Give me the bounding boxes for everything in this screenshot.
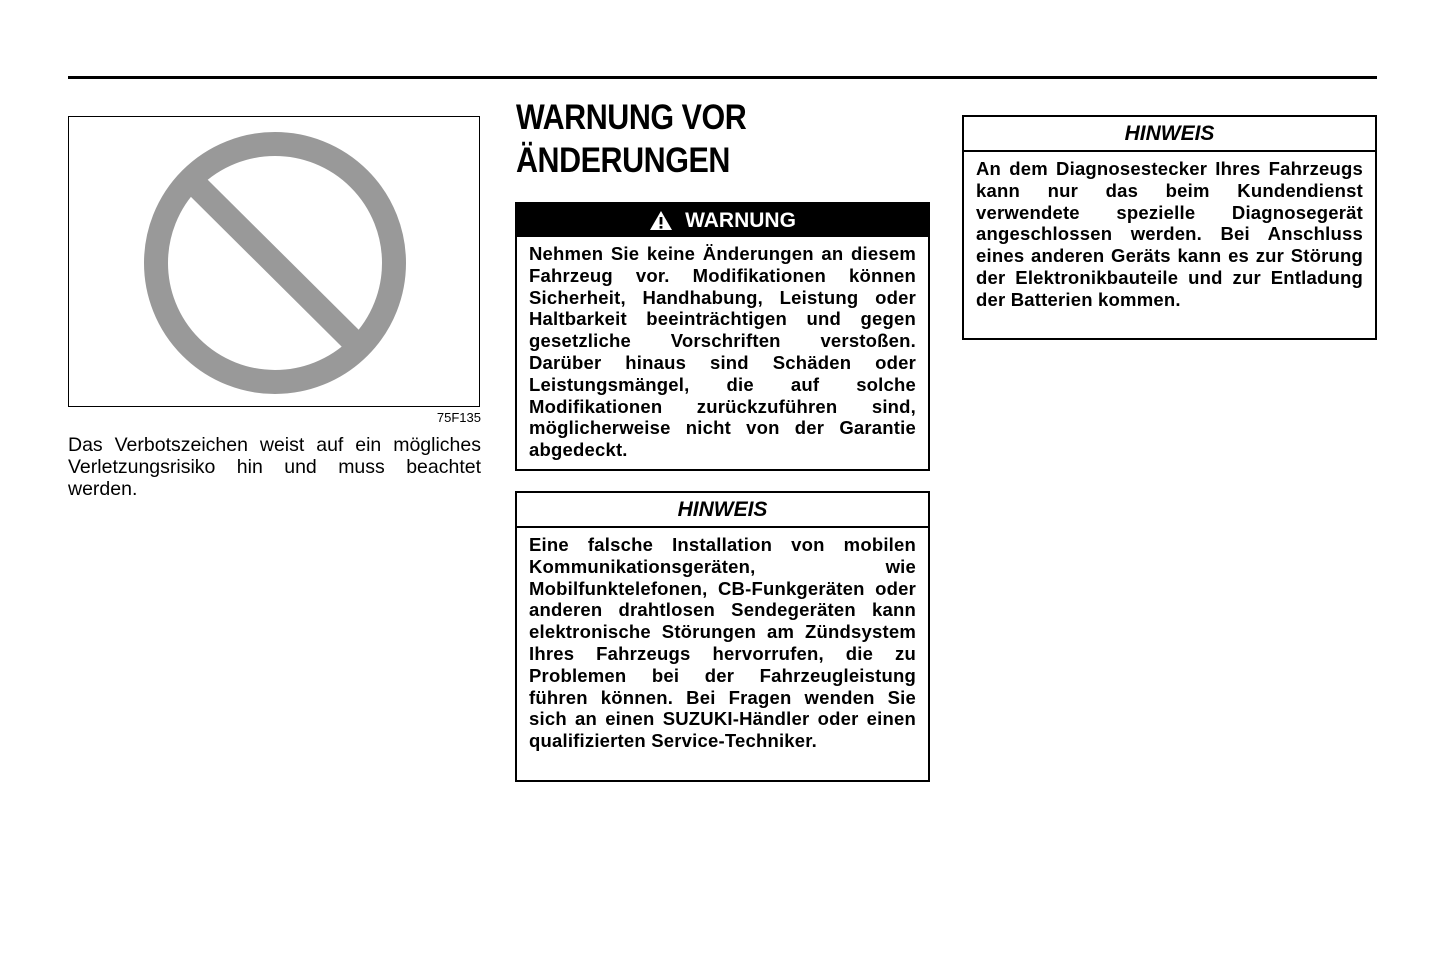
top-rule [68,76,1377,79]
warning-box [515,202,930,471]
hint-box-installation [515,491,930,782]
warning-text: Nehmen Sie keine Änderungen an diesem Fahrzeug vor. Modifikationen können Sicherheit, Handhabung, Leistung oder Haltbarkeit beeinträchtigen und gegen gesetzliche Vorschriften verstoßen. Darüber hinaus sind Schäden oder Leistungsmängel, die auf solche Modifikationen zurückzuführen sind, möglicherweise nicht von der Garantie abgedeckt. [529,243,916,461]
figure-caption: Das Verbotszeichen weist auf ein mögliches Verletzungsrisiko hin und muss beachtet werden. [68,434,481,500]
section-title-line2: ÄNDERUNGEN [516,141,730,180]
section-title-line1: WARNUNG VOR [516,98,747,137]
figure-code: 75F135 [436,410,481,425]
hint-text: Eine falsche Installation von mobilen Kommunikationsgeräten, wie Mobilfunktelefonen, CB-Funkgeräten oder anderen drahtlosen Sendegeräten kann elektronische Störungen am Zündsystem Ihres Fahrzeugs hervorrufen, die zu Problemen bei der Fahrzeugleistung führen können. Bei Fragen wenden Sie sich an einen SUZUKI-Händler oder einen qualifizierten Service-Techniker. [529,534,916,752]
warning-label: WARNUNG [685,208,796,232]
hint-header: HINWEIS [517,493,928,528]
hint-box-diagnostic [962,115,1377,340]
section-title [516,96,864,182]
hint-text: An dem Diagnosestecker Ihres Fahrzeugs kann nur das beim Kundendienst verwendete spezielle Diagnosegerät angeschlossen werden. Bei Anschluss eines anderen Geräts kann es zur Störung der Elektronikbauteile und zur Entladung der Batterien kommen. [976,158,1363,310]
hint-header: HINWEIS [964,117,1375,152]
warning-header [517,204,928,237]
prohibition-figure [68,116,480,407]
warning-triangle-icon [649,210,673,231]
prohibition-icon [69,117,479,406]
